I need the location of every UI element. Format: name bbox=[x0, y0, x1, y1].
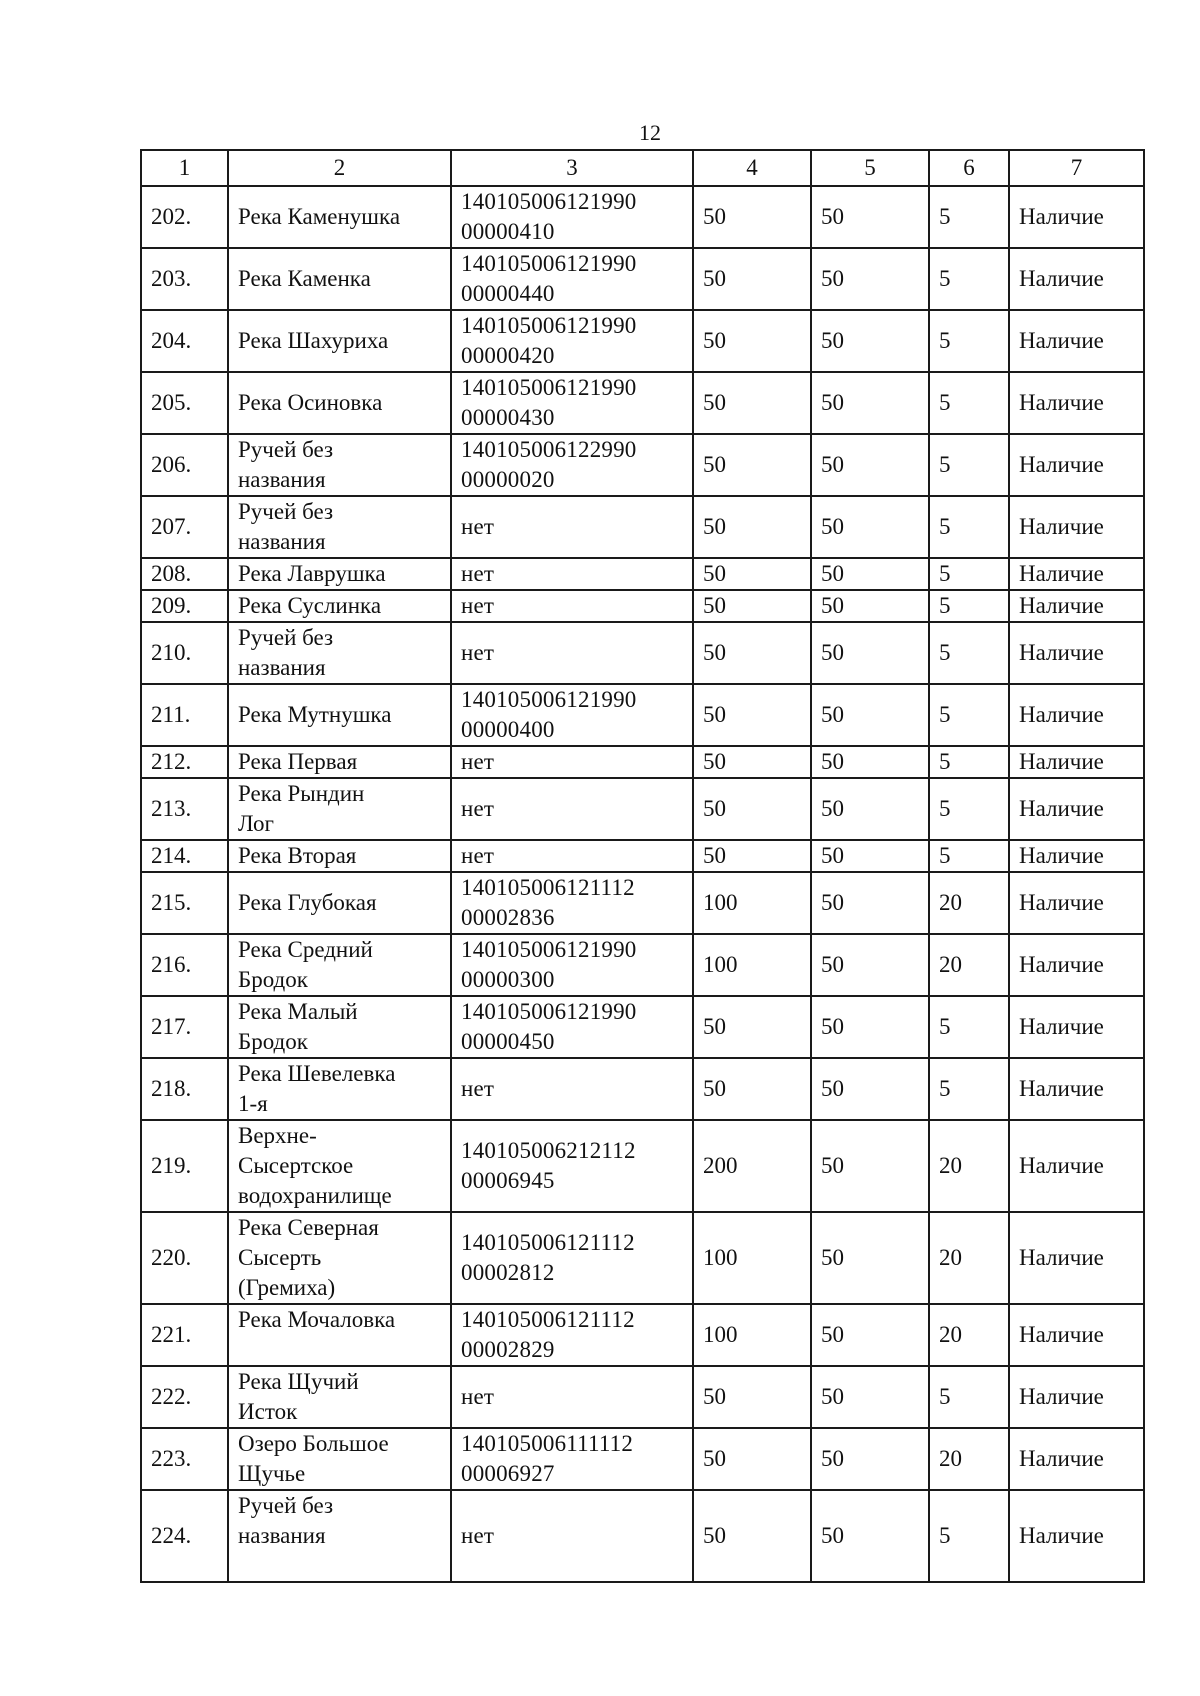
object-code-line: 140105006121990 bbox=[461, 189, 637, 214]
table-row bbox=[141, 496, 1144, 558]
column-6-value: 5 bbox=[929, 746, 1009, 778]
row-number: 212. bbox=[141, 746, 228, 778]
column-6-value: 5 bbox=[929, 1058, 1009, 1120]
object-name bbox=[228, 1212, 451, 1304]
object-code bbox=[451, 1366, 693, 1428]
table-row bbox=[141, 1428, 1144, 1490]
object-code bbox=[451, 434, 693, 496]
column-4-value: 100 bbox=[693, 934, 811, 996]
object-code-line: 140105006121112 bbox=[461, 1230, 635, 1255]
object-name-line: Исток bbox=[238, 1399, 298, 1424]
table-row bbox=[141, 840, 1144, 872]
column-7-value: Наличие bbox=[1009, 996, 1144, 1058]
document-table bbox=[140, 149, 1145, 1583]
object-code bbox=[451, 496, 693, 558]
object-name-line: Река Мутнушка bbox=[238, 702, 392, 727]
object-code bbox=[451, 934, 693, 996]
row-number: 211. bbox=[141, 684, 228, 746]
object-name-line: Сысертское bbox=[238, 1153, 354, 1178]
column-4-value: 50 bbox=[693, 310, 811, 372]
column-6-value: 20 bbox=[929, 934, 1009, 996]
column-5-value: 50 bbox=[811, 248, 929, 310]
column-5-value: 50 bbox=[811, 840, 929, 872]
object-name-line: Река Щучий bbox=[238, 1369, 359, 1394]
object-code bbox=[451, 1120, 693, 1212]
object-code-line: 140105006121990 bbox=[461, 251, 637, 276]
object-code-line: 140105006121990 bbox=[461, 313, 637, 338]
object-code-line: 140105006121112 bbox=[461, 875, 635, 900]
object-code bbox=[451, 372, 693, 434]
column-5-value: 50 bbox=[811, 934, 929, 996]
object-name bbox=[228, 372, 451, 434]
object-code bbox=[451, 1058, 693, 1120]
column-6-value: 5 bbox=[929, 996, 1009, 1058]
column-5-value: 50 bbox=[811, 1212, 929, 1304]
column-5-value: 50 bbox=[811, 1490, 929, 1582]
object-code-line: 140105006212112 bbox=[461, 1138, 636, 1163]
row-number: 220. bbox=[141, 1212, 228, 1304]
table-row bbox=[141, 778, 1144, 840]
object-name-line: Бродок bbox=[238, 1029, 308, 1054]
object-code-line: 00000410 bbox=[461, 219, 555, 244]
table-header-row bbox=[141, 150, 1144, 186]
object-name-line: Река Каменушка bbox=[238, 204, 401, 229]
object-code-line: 00006945 bbox=[461, 1168, 555, 1193]
column-6-value: 5 bbox=[929, 1366, 1009, 1428]
row-number: 214. bbox=[141, 840, 228, 872]
object-code-line: нет bbox=[461, 1384, 495, 1409]
column-7-value: Наличие bbox=[1009, 186, 1144, 248]
column-4-value: 50 bbox=[693, 558, 811, 590]
object-name-line: Река Северная bbox=[238, 1215, 379, 1240]
object-name bbox=[228, 778, 451, 840]
row-number: 205. bbox=[141, 372, 228, 434]
column-7-value: Наличие bbox=[1009, 1490, 1144, 1582]
column-4-value: 50 bbox=[693, 434, 811, 496]
column-7-value: Наличие bbox=[1009, 1058, 1144, 1120]
column-5-value: 50 bbox=[811, 434, 929, 496]
page-number: 12 bbox=[639, 120, 661, 145]
column-5-value: 50 bbox=[811, 778, 929, 840]
table-row bbox=[141, 1304, 1144, 1366]
column-6-value: 5 bbox=[929, 1490, 1009, 1582]
row-number: 203. bbox=[141, 248, 228, 310]
column-5-value: 50 bbox=[811, 872, 929, 934]
table-row bbox=[141, 1058, 1144, 1120]
table-row bbox=[141, 996, 1144, 1058]
column-5-value: 50 bbox=[811, 590, 929, 622]
column-4-value: 100 bbox=[693, 1212, 811, 1304]
object-code-line: 00002829 bbox=[461, 1337, 555, 1362]
column-5-value: 50 bbox=[811, 186, 929, 248]
object-name bbox=[228, 872, 451, 934]
object-code bbox=[451, 186, 693, 248]
column-7-value: Наличие bbox=[1009, 778, 1144, 840]
column-7-value: Наличие bbox=[1009, 1366, 1144, 1428]
object-name bbox=[228, 684, 451, 746]
column-6-value: 20 bbox=[929, 1428, 1009, 1490]
object-code bbox=[451, 558, 693, 590]
column-4-value: 50 bbox=[693, 778, 811, 840]
column-5-value: 50 bbox=[811, 746, 929, 778]
object-name bbox=[228, 558, 451, 590]
column-6-value: 5 bbox=[929, 622, 1009, 684]
column-7-value: Наличие bbox=[1009, 248, 1144, 310]
column-6-value: 5 bbox=[929, 684, 1009, 746]
object-code bbox=[451, 840, 693, 872]
column-4-value: 50 bbox=[693, 996, 811, 1058]
object-name-line: названия bbox=[238, 467, 326, 492]
column-4-value: 50 bbox=[693, 746, 811, 778]
object-name-line: Река Осиновка bbox=[238, 390, 383, 415]
object-name-line: Ручей без bbox=[238, 1493, 334, 1518]
row-number: 210. bbox=[141, 622, 228, 684]
table-row bbox=[141, 684, 1144, 746]
column-4-value: 50 bbox=[693, 1428, 811, 1490]
column-7-value: Наличие bbox=[1009, 934, 1144, 996]
object-code bbox=[451, 1490, 693, 1582]
object-code bbox=[451, 778, 693, 840]
row-number: 204. bbox=[141, 310, 228, 372]
table-row bbox=[141, 934, 1144, 996]
column-6-value: 5 bbox=[929, 186, 1009, 248]
object-name-line: Лог bbox=[238, 811, 274, 836]
column-4-value: 50 bbox=[693, 496, 811, 558]
table-row bbox=[141, 1120, 1144, 1212]
object-name-line: Река Первая bbox=[238, 749, 358, 774]
row-number: 224. bbox=[141, 1490, 228, 1582]
row-number: 222. bbox=[141, 1366, 228, 1428]
column-7-value: Наличие bbox=[1009, 310, 1144, 372]
object-name bbox=[228, 434, 451, 496]
row-number: 206. bbox=[141, 434, 228, 496]
table-row bbox=[141, 248, 1144, 310]
object-code-line: нет bbox=[461, 1076, 495, 1101]
object-name-line: Озеро Большое bbox=[238, 1431, 389, 1456]
object-code bbox=[451, 1304, 693, 1366]
object-name-line: названия bbox=[238, 1523, 326, 1548]
row-number: 219. bbox=[141, 1120, 228, 1212]
object-code bbox=[451, 746, 693, 778]
column-4-value: 50 bbox=[693, 684, 811, 746]
object-name bbox=[228, 310, 451, 372]
column-6-value: 5 bbox=[929, 590, 1009, 622]
row-number: 223. bbox=[141, 1428, 228, 1490]
column-7-value: Наличие bbox=[1009, 684, 1144, 746]
column-6-value: 20 bbox=[929, 1212, 1009, 1304]
column-7-value: Наличие bbox=[1009, 434, 1144, 496]
column-7-value: Наличие bbox=[1009, 872, 1144, 934]
object-name bbox=[228, 1366, 451, 1428]
column-6-value: 5 bbox=[929, 496, 1009, 558]
object-name bbox=[228, 496, 451, 558]
object-name-line: Ручей без bbox=[238, 625, 334, 650]
table-row bbox=[141, 590, 1144, 622]
object-name bbox=[228, 1304, 451, 1366]
object-name-line: Ручей без bbox=[238, 499, 334, 524]
column-5-value: 50 bbox=[811, 310, 929, 372]
column-4-value: 200 bbox=[693, 1120, 811, 1212]
row-number: 213. bbox=[141, 778, 228, 840]
column-header-7: 7 bbox=[1009, 150, 1144, 186]
object-name-line: (Гремиха) bbox=[238, 1275, 336, 1300]
object-name-line: Река Малый bbox=[238, 999, 358, 1024]
column-5-value: 50 bbox=[811, 558, 929, 590]
table-body bbox=[141, 186, 1144, 1582]
column-5-value: 50 bbox=[811, 1120, 929, 1212]
column-5-value: 50 bbox=[811, 372, 929, 434]
column-5-value: 50 bbox=[811, 1428, 929, 1490]
column-5-value: 50 bbox=[811, 684, 929, 746]
column-7-value: Наличие bbox=[1009, 1428, 1144, 1490]
column-4-value: 100 bbox=[693, 1304, 811, 1366]
column-7-value: Наличие bbox=[1009, 1304, 1144, 1366]
table-row bbox=[141, 1490, 1144, 1582]
object-code-line: 140105006111112 bbox=[461, 1431, 634, 1456]
object-code-line: 00000440 bbox=[461, 281, 555, 306]
table-row bbox=[141, 872, 1144, 934]
column-header-6: 6 bbox=[929, 150, 1009, 186]
table-row bbox=[141, 622, 1144, 684]
column-4-value: 50 bbox=[693, 248, 811, 310]
object-code-line: 140105006121990 bbox=[461, 937, 637, 962]
row-number: 215. bbox=[141, 872, 228, 934]
object-code-line: 00000420 bbox=[461, 343, 555, 368]
object-code-line: 00000450 bbox=[461, 1029, 555, 1054]
object-code bbox=[451, 248, 693, 310]
column-7-value: Наличие bbox=[1009, 590, 1144, 622]
object-name bbox=[228, 934, 451, 996]
object-code-line: нет bbox=[461, 593, 495, 618]
object-code-line: 00000300 bbox=[461, 967, 555, 992]
object-name bbox=[228, 996, 451, 1058]
object-name-line: Река Вторая bbox=[238, 843, 357, 868]
column-6-value: 20 bbox=[929, 1120, 1009, 1212]
object-name-line: Ручей без bbox=[238, 437, 334, 462]
column-header-5: 5 bbox=[811, 150, 929, 186]
row-number: 218. bbox=[141, 1058, 228, 1120]
object-code-line: 00000400 bbox=[461, 717, 555, 742]
column-7-value: Наличие bbox=[1009, 840, 1144, 872]
column-6-value: 5 bbox=[929, 558, 1009, 590]
object-code-line: нет bbox=[461, 640, 495, 665]
column-6-value: 5 bbox=[929, 434, 1009, 496]
column-6-value: 20 bbox=[929, 872, 1009, 934]
row-number: 202. bbox=[141, 186, 228, 248]
table-row bbox=[141, 1366, 1144, 1428]
object-code bbox=[451, 684, 693, 746]
column-4-value: 50 bbox=[693, 186, 811, 248]
column-4-value: 50 bbox=[693, 590, 811, 622]
object-code-line: 140105006122990 bbox=[461, 437, 637, 462]
object-name bbox=[228, 840, 451, 872]
column-7-value: Наличие bbox=[1009, 1212, 1144, 1304]
object-code-line: нет bbox=[461, 514, 495, 539]
row-number: 217. bbox=[141, 996, 228, 1058]
object-code-line: 00002836 bbox=[461, 905, 555, 930]
object-code-line: нет bbox=[461, 1523, 495, 1548]
object-name-line: Река Средний bbox=[238, 937, 373, 962]
row-number: 216. bbox=[141, 934, 228, 996]
object-code-line: 140105006121112 bbox=[461, 1307, 635, 1332]
column-4-value: 50 bbox=[693, 1058, 811, 1120]
object-code bbox=[451, 310, 693, 372]
row-number: 209. bbox=[141, 590, 228, 622]
object-name-line: Река Глубокая bbox=[238, 890, 377, 915]
object-name-line: Верхне- bbox=[238, 1123, 317, 1148]
column-5-value: 50 bbox=[811, 1366, 929, 1428]
table-row bbox=[141, 372, 1144, 434]
column-7-value: Наличие bbox=[1009, 558, 1144, 590]
object-name-line: водохранилище bbox=[238, 1183, 392, 1208]
object-name bbox=[228, 248, 451, 310]
column-7-value: Наличие bbox=[1009, 1120, 1144, 1212]
object-code-line: 140105006121990 bbox=[461, 999, 637, 1024]
object-name bbox=[228, 622, 451, 684]
object-code-line: 00000430 bbox=[461, 405, 555, 430]
table-row bbox=[141, 1212, 1144, 1304]
object-code bbox=[451, 872, 693, 934]
object-name-line bbox=[238, 1551, 441, 1581]
object-code-line: нет bbox=[461, 561, 495, 586]
table-row bbox=[141, 310, 1144, 372]
column-7-value: Наличие bbox=[1009, 496, 1144, 558]
object-name-line: Река Шевелевка bbox=[238, 1061, 396, 1086]
table-row bbox=[141, 746, 1144, 778]
column-7-value: Наличие bbox=[1009, 372, 1144, 434]
object-name-line: Сысерть bbox=[238, 1245, 322, 1270]
object-name-line: Река Каменка bbox=[238, 266, 371, 291]
column-6-value: 5 bbox=[929, 248, 1009, 310]
column-6-value: 5 bbox=[929, 778, 1009, 840]
object-name-line: Бродок bbox=[238, 967, 308, 992]
column-header-4: 4 bbox=[693, 150, 811, 186]
column-header-1: 1 bbox=[141, 150, 228, 186]
object-name bbox=[228, 1490, 451, 1582]
table-row bbox=[141, 558, 1144, 590]
column-4-value: 50 bbox=[693, 1490, 811, 1582]
object-code-line: 140105006121990 bbox=[461, 375, 637, 400]
object-name-line: Река Лаврушка bbox=[238, 561, 386, 586]
column-5-value: 50 bbox=[811, 1058, 929, 1120]
object-code-line: нет bbox=[461, 796, 495, 821]
column-4-value: 50 bbox=[693, 1366, 811, 1428]
object-name bbox=[228, 590, 451, 622]
object-code-line: 00000020 bbox=[461, 467, 555, 492]
object-code-line: нет bbox=[461, 749, 495, 774]
row-number: 207. bbox=[141, 496, 228, 558]
object-code bbox=[451, 590, 693, 622]
column-5-value: 50 bbox=[811, 496, 929, 558]
column-6-value: 20 bbox=[929, 1304, 1009, 1366]
object-code bbox=[451, 1428, 693, 1490]
column-4-value: 100 bbox=[693, 872, 811, 934]
object-name bbox=[228, 1428, 451, 1490]
object-name bbox=[228, 1058, 451, 1120]
column-6-value: 5 bbox=[929, 310, 1009, 372]
column-4-value: 50 bbox=[693, 840, 811, 872]
column-header-3: 3 bbox=[451, 150, 693, 186]
object-name-line: Река Суслинка bbox=[238, 593, 382, 618]
object-name-line: Река Рындин bbox=[238, 781, 365, 806]
column-5-value: 50 bbox=[811, 622, 929, 684]
object-name-line bbox=[238, 1335, 441, 1365]
object-name-line: 1-я bbox=[238, 1091, 268, 1116]
column-5-value: 50 bbox=[811, 996, 929, 1058]
object-code-line: 00002812 bbox=[461, 1260, 555, 1285]
column-6-value: 5 bbox=[929, 372, 1009, 434]
table-row bbox=[141, 186, 1144, 248]
object-name-line: названия bbox=[238, 655, 326, 680]
table-row bbox=[141, 434, 1144, 496]
object-name-line: Река Мочаловка bbox=[238, 1307, 396, 1332]
column-4-value: 50 bbox=[693, 372, 811, 434]
object-name bbox=[228, 746, 451, 778]
column-7-value: Наличие bbox=[1009, 746, 1144, 778]
row-number: 221. bbox=[141, 1304, 228, 1366]
object-code bbox=[451, 622, 693, 684]
object-code-line: 00006927 bbox=[461, 1461, 555, 1486]
object-name bbox=[228, 1120, 451, 1212]
object-name bbox=[228, 186, 451, 248]
row-number: 208. bbox=[141, 558, 228, 590]
column-4-value: 50 bbox=[693, 622, 811, 684]
object-name-line: названия bbox=[238, 529, 326, 554]
object-code-line: нет bbox=[461, 843, 495, 868]
object-code-line: 140105006121990 bbox=[461, 687, 637, 712]
object-name-line: Река Шахуриха bbox=[238, 328, 389, 353]
column-header-2: 2 bbox=[228, 150, 451, 186]
object-name-line: Щучье bbox=[238, 1461, 306, 1486]
column-6-value: 5 bbox=[929, 840, 1009, 872]
object-code bbox=[451, 996, 693, 1058]
column-7-value: Наличие bbox=[1009, 622, 1144, 684]
object-code bbox=[451, 1212, 693, 1304]
column-5-value: 50 bbox=[811, 1304, 929, 1366]
